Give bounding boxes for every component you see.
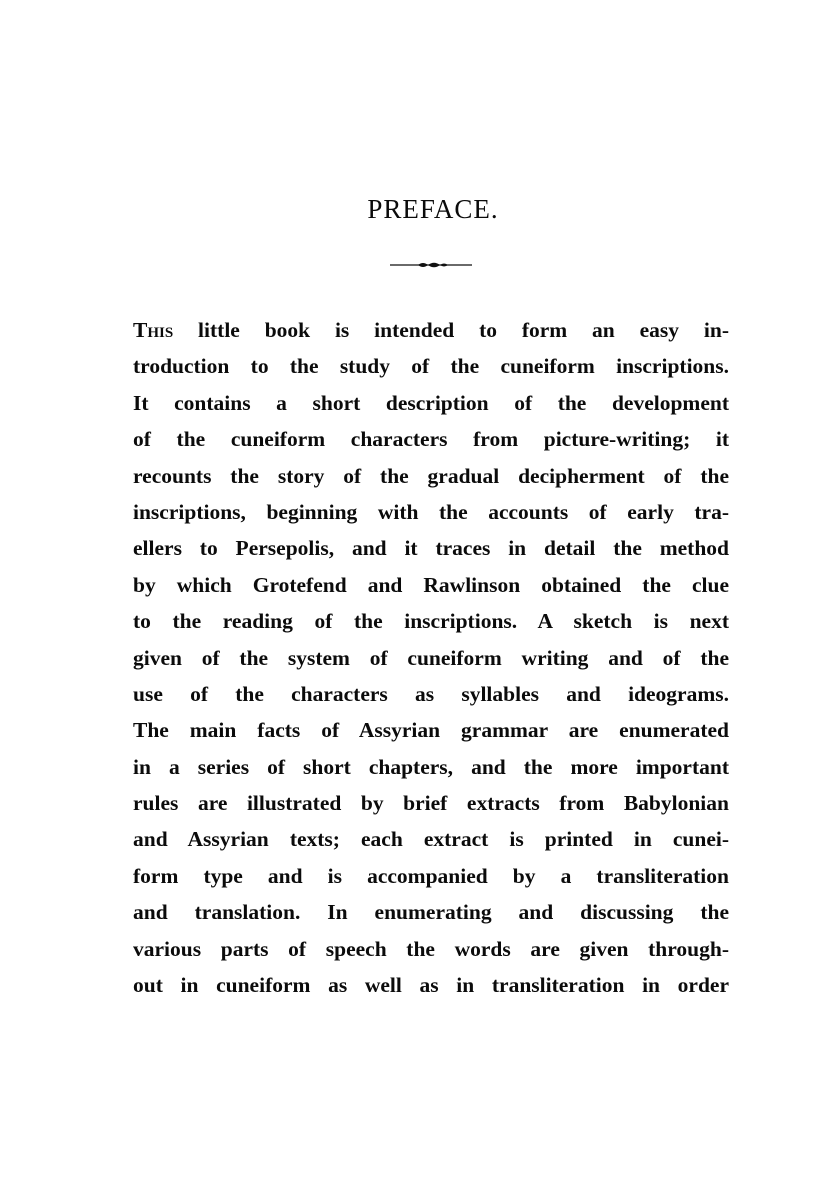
text-line: form type and is accompanied by a transliteration	[133, 863, 729, 888]
text-line: of the cuneiform characters from picture-writing; it	[133, 427, 729, 452]
text-line: given of the system of cuneiform writing and of the	[133, 645, 729, 670]
preface-paragraph	[133, 312, 729, 1003]
page-title: PREFACE.	[367, 194, 499, 224]
text-line: recounts the story of the gradual decipherment of the	[133, 463, 729, 488]
first-word: This	[133, 318, 174, 342]
text-line: The main facts of Assyrian grammar are enumerated	[133, 718, 729, 743]
text-line: various parts of speech the words are given through-	[133, 936, 729, 961]
text-line: troduction to the study of the cuneiform inscriptions.	[133, 354, 729, 379]
text-line: It contains a short description of the development	[133, 390, 729, 415]
text-line: ellers to Persepolis, and it traces in detail the method	[133, 536, 729, 561]
text-line: use of the characters as syllables and ideograms.	[133, 681, 729, 706]
text-line: rules are illustrated by brief extracts from Babylonian	[133, 791, 729, 816]
text-line: out in cuneiform as well as in transliteration in order	[133, 973, 729, 998]
text-line: by which Grotefend and Rawlinson obtained the clue	[133, 572, 729, 597]
ornamental-rule	[390, 259, 472, 271]
first-line-rest: little book is intended to form an easy in-	[198, 318, 729, 342]
text-line: in a series of short chapters, and the more important	[133, 754, 729, 779]
text-line: and Assyrian texts; each extract is printed in cunei-	[133, 827, 729, 852]
text-line: and translation. In enumerating and discussing the	[133, 900, 729, 925]
text-line: inscriptions, beginning with the accounts of early tra-	[133, 499, 729, 524]
text-line: to the reading of the inscriptions. A sketch is next	[133, 609, 729, 634]
text-line	[133, 312, 729, 348]
